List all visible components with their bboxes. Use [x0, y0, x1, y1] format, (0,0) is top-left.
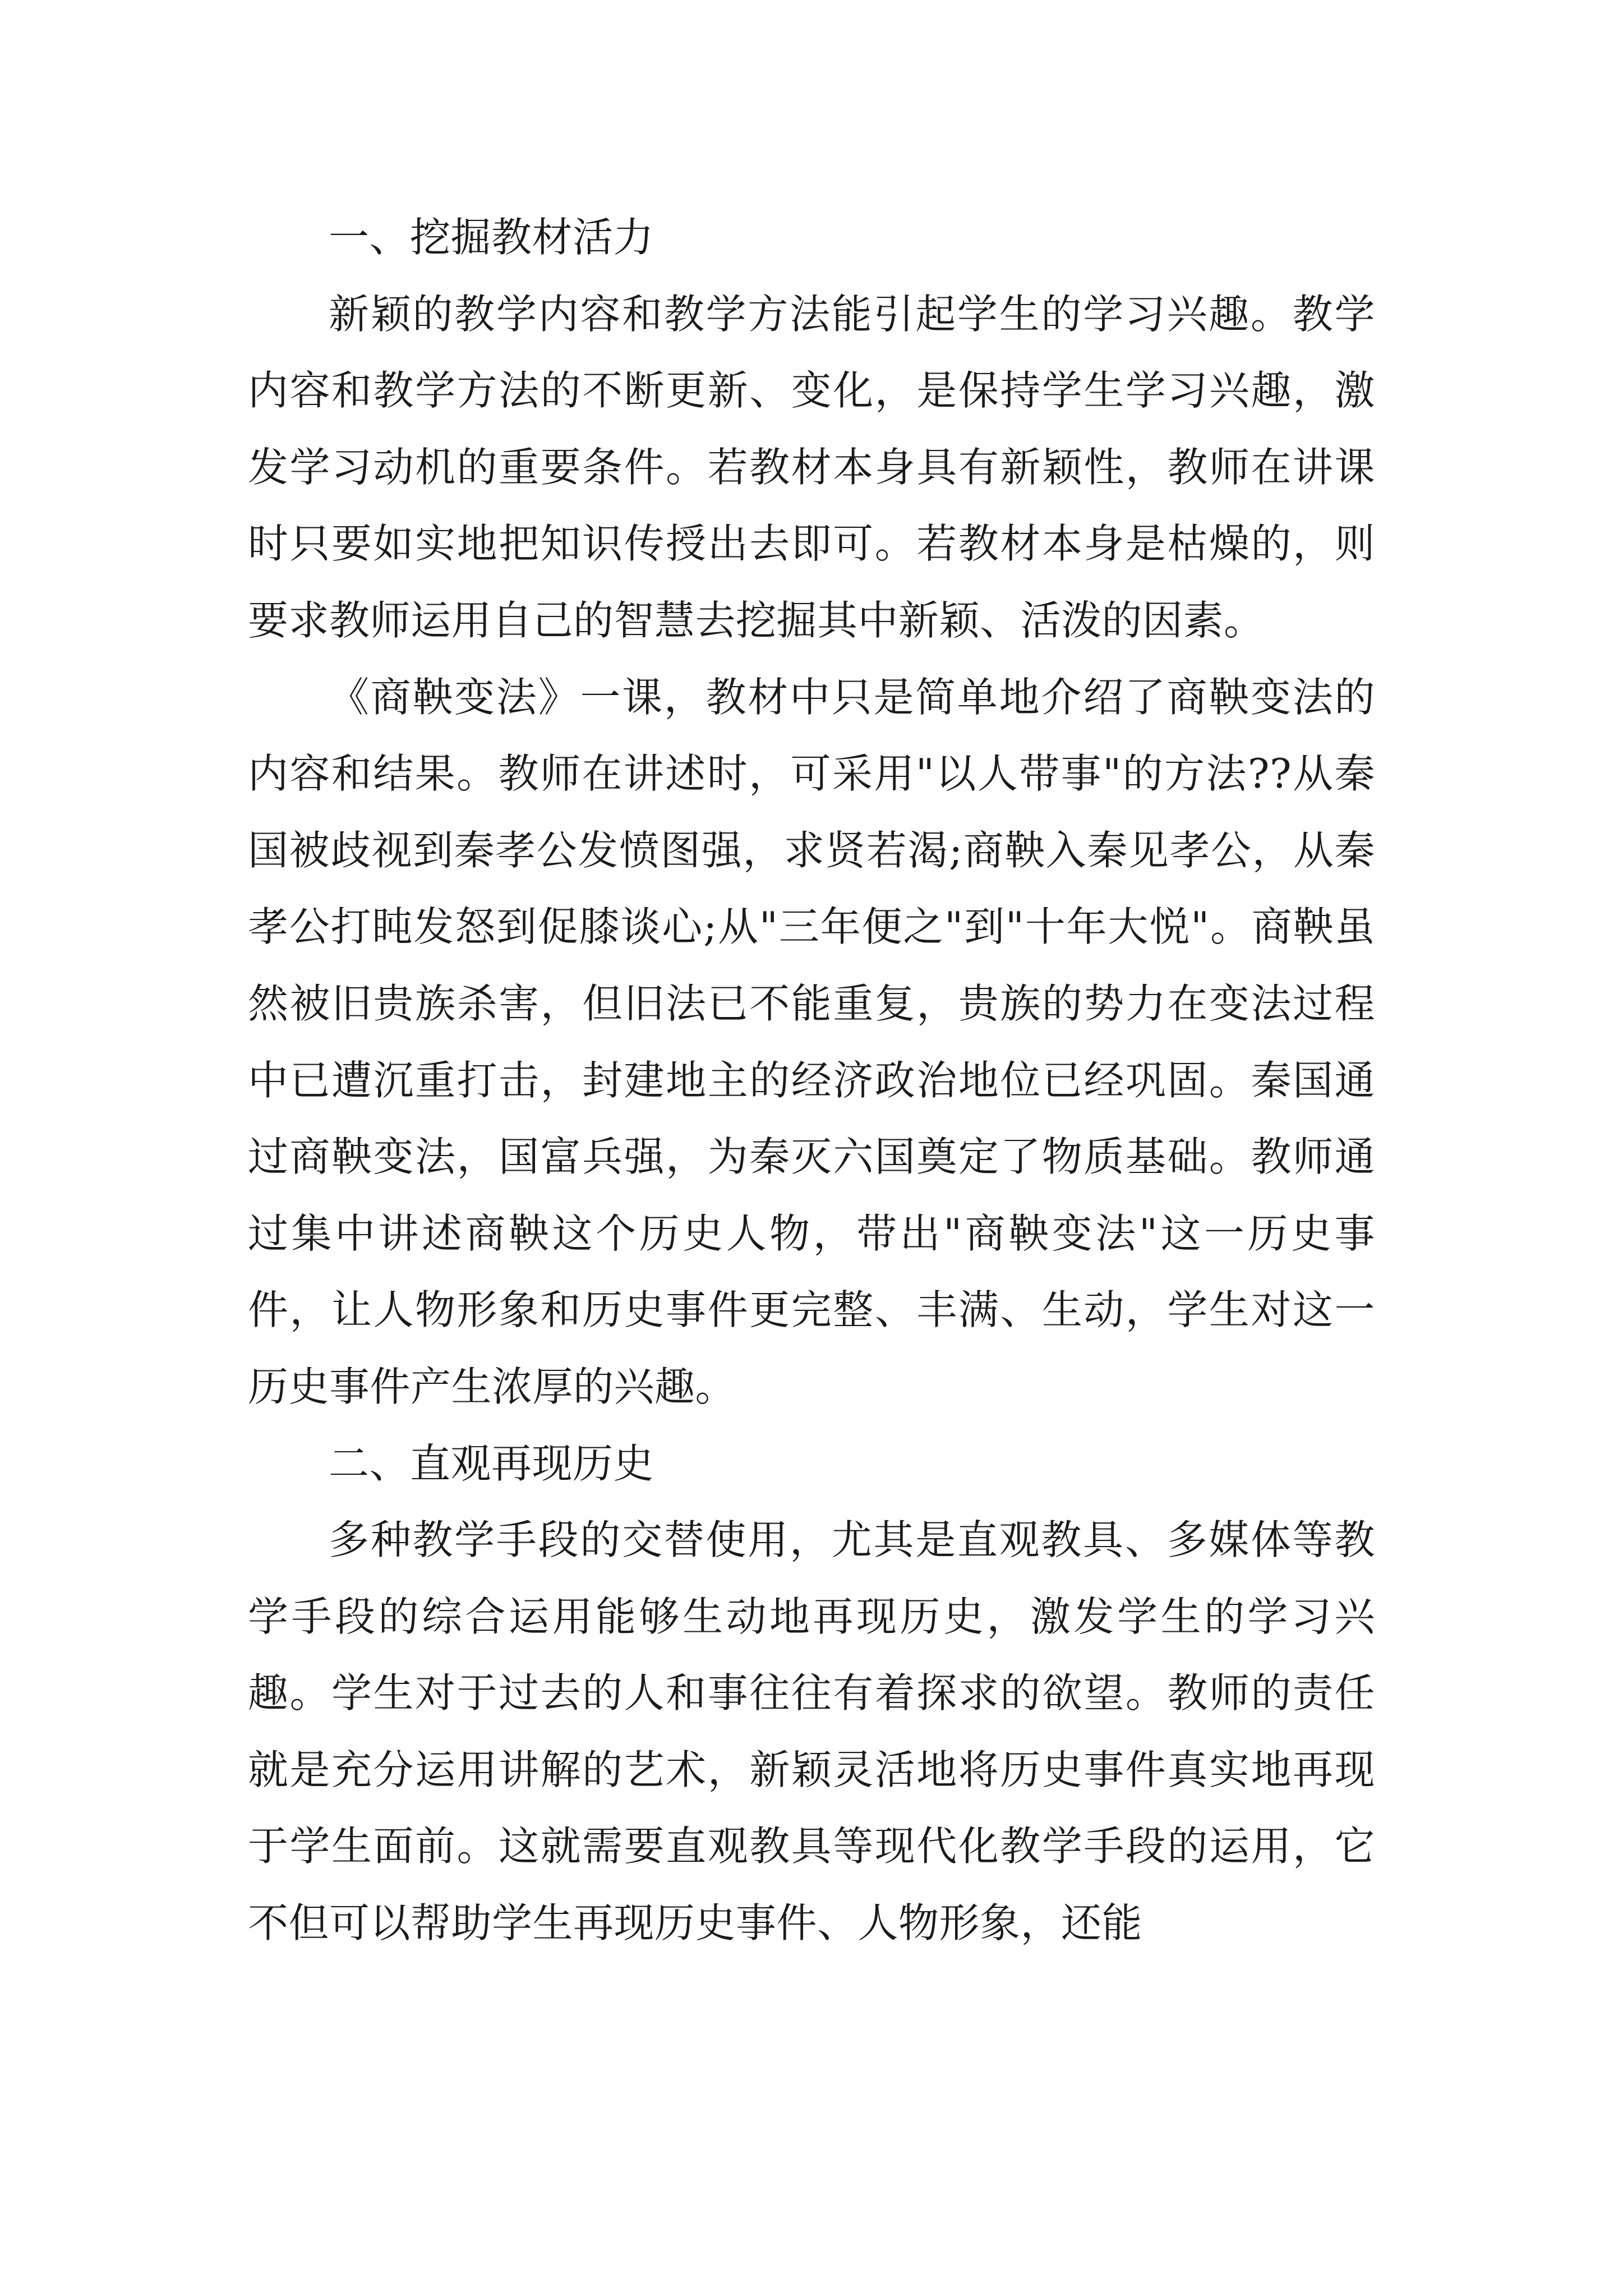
body-paragraph: 多种教学手段的交替使用，尤其是直观教具、多媒体等教学手段的综合运用能够生动地再现历史，激发学生的学习兴趣。学生对于过去的人和事往往有着探求的欲望。教师的责任就是充分运用讲解的艺术，新颖灵活地将历史事件真实地再现于学生面前。这就需要直观教具等现代化教学手段的运用，它不但可以帮助学生再现历史事件、人物形象，还能: [248, 1516, 1375, 1947]
body-paragraph: 新颖的教学内容和教学方法能引起学生的学习兴趣。教学内容和教学方法的不断更新、变化，是保持学生学习兴趣，激发学习动机的重要条件。若教材本身具有新颖性，教师在讲课时只要如实地把知识传授出去即可。若教材本身是枯燥的，则要求教师运用自己的智慧去挖掘其中新颖、活泼的因素。: [248, 290, 1375, 644]
section-heading-1: 一、挖掘教材活力: [329, 214, 654, 261]
body-paragraph: 《商鞅变法》一课，教材中只是简单地介绍了商鞅变法的内容和结果。教师在讲述时，可采用"以人带事"的方法??从秦国被歧视到秦孝公发愤图强，求贤若渴;商鞅入秦见孝公，从秦孝公打盹发怒到促膝谈心;从"三年便之"到"十年大悦"。商鞅虽然被旧贵族杀害，但旧法已不能重复，贵族的势力在变法过程中已遭沉重打击，封建地主的经济政治地位已经巩固。秦国通过商鞅变法，国富兵强，为秦灭六国奠定了物质基础。教师通过集中讲述商鞅这个历史人物，带出"商鞅变法"这一历史事件，让人物形象和历史事件更完整、丰满、生动，学生对这一历史事件产生浓厚的兴趣。: [248, 673, 1375, 1410]
document-body: [248, 199, 1375, 1962]
section-heading-2: 二、直观再现历史: [329, 1439, 654, 1487]
